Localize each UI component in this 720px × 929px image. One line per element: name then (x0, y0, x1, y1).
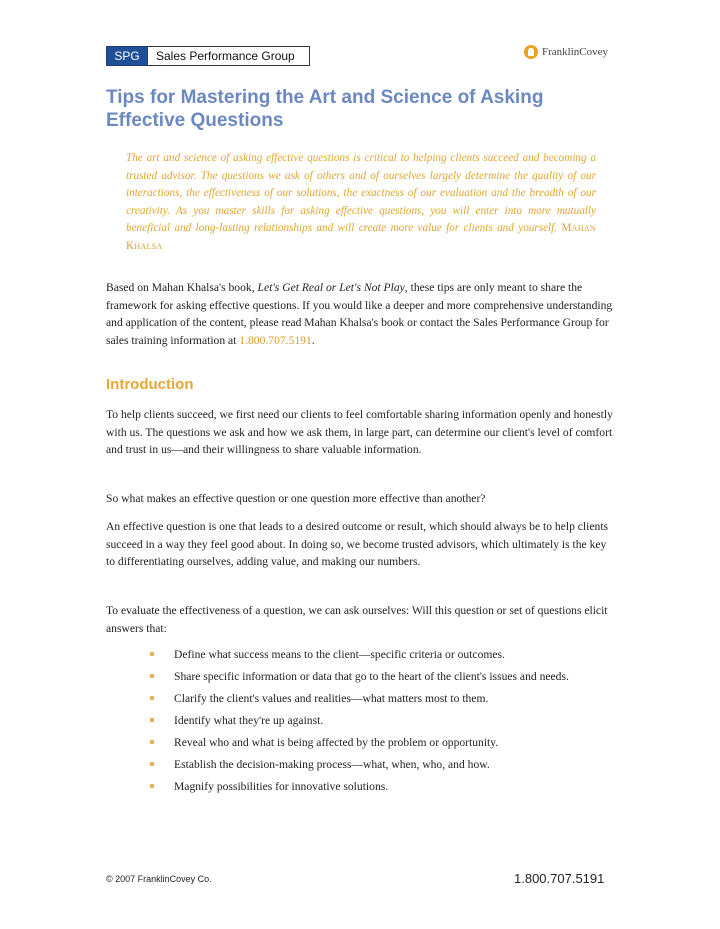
bullet-icon (150, 674, 154, 678)
list-item-text: Reveal who and what is being affected by the problem or opportunity. (174, 736, 499, 749)
spg-name: Sales Performance Group (148, 46, 310, 66)
quote-text: The art and science of asking effective questions is critical to helping clients succeed and becoming a trusted advisor. The questions we ask of others and of ourselves largely determine the quality of our interactions, the effectiveness of our solutions, the exactness of our evaluation and the breadth of our creativity. As you master skills for asking effective questions, you will enter into more mutually beneficial and long-lasting relationships and will create more value for clients and yourself. (126, 152, 596, 235)
list-item-text: Share specific information or data that go to the heart of the client's issues and needs. (174, 670, 569, 683)
page-title: Tips for Mastering the Art and Science of Asking Effective Questions (106, 87, 544, 131)
bullet-icon (150, 762, 154, 766)
paragraph: An effective question is one that leads to a desired outcome or result, which should always be to help clients succeed in a way they feel good about. In doing so, we become trusted advisors, which ultimately is the key to differentiating ourselves, adding value, and making our numbers. (106, 520, 609, 569)
list-item-text: Clarify the client's values and realities—what matters most to them. (174, 692, 489, 705)
criteria-list (150, 646, 590, 800)
intro-text-end: . (311, 333, 315, 347)
list-item (150, 668, 590, 685)
franklincovey-logo-icon (524, 45, 538, 59)
intro-paragraph (106, 279, 614, 349)
bullet-icon (150, 652, 154, 656)
list-item (150, 734, 590, 751)
footer-phone: 1.800.707.5191 (514, 871, 605, 886)
list-item-text: Identify what they're up against. (174, 714, 324, 727)
list-item (150, 712, 590, 729)
bullet-icon (150, 740, 154, 744)
list-item-text: Establish the decision-making process—what, when, who, and how. (174, 758, 490, 771)
list-item (150, 690, 590, 707)
spg-abbreviation: SPG (106, 46, 148, 66)
paragraph: To help clients succeed, we first need our clients to feel comfortable sharing information openly and honestly with us. The questions we ask and how we ask them, in large part, can determine our client's level of comfort and trust in us—and their willingness to share valuable information. (106, 408, 613, 457)
book-title: Let's Get Real or Let's Not Play (257, 281, 405, 294)
logo-text: FranklinCovey (542, 46, 608, 58)
footer-copyright: © 2007 FranklinCovey Co. (106, 874, 212, 884)
paragraph: So what makes an effective question or one question more effective than another? (106, 492, 486, 505)
intro-text-2: , these tips are only meant to share the framework for asking effective questions. If you would like a deeper and more comprehensive understanding and application of the content, please read Mahan Khalsa's book or contact the Sales Performance Group for sales training information at (106, 281, 613, 347)
epigraph-quote (126, 150, 596, 256)
section-heading-introduction: Introduction (106, 376, 194, 393)
franklincovey-logo (524, 45, 608, 59)
bullet-icon (150, 784, 154, 788)
paragraph: To evaluate the effectiveness of a question, we can ask ourselves: Will this question or set of questions elicit answers that: (106, 604, 608, 635)
list-item (150, 646, 590, 663)
list-item (150, 778, 590, 795)
list-item-text: Magnify possibilities for innovative solutions. (174, 780, 389, 793)
list-item-text: Define what success means to the client—specific criteria or outcomes. (174, 648, 505, 661)
intro-phone-link[interactable]: 1.800.707.5191 (239, 333, 312, 347)
spg-header-badge (106, 46, 310, 66)
bullet-icon (150, 696, 154, 700)
list-item (150, 756, 590, 773)
bullet-icon (150, 718, 154, 722)
intro-text-1: Based on Mahan Khalsa's book, (106, 281, 258, 294)
quote-author: Mahan Khalsa (126, 222, 596, 252)
